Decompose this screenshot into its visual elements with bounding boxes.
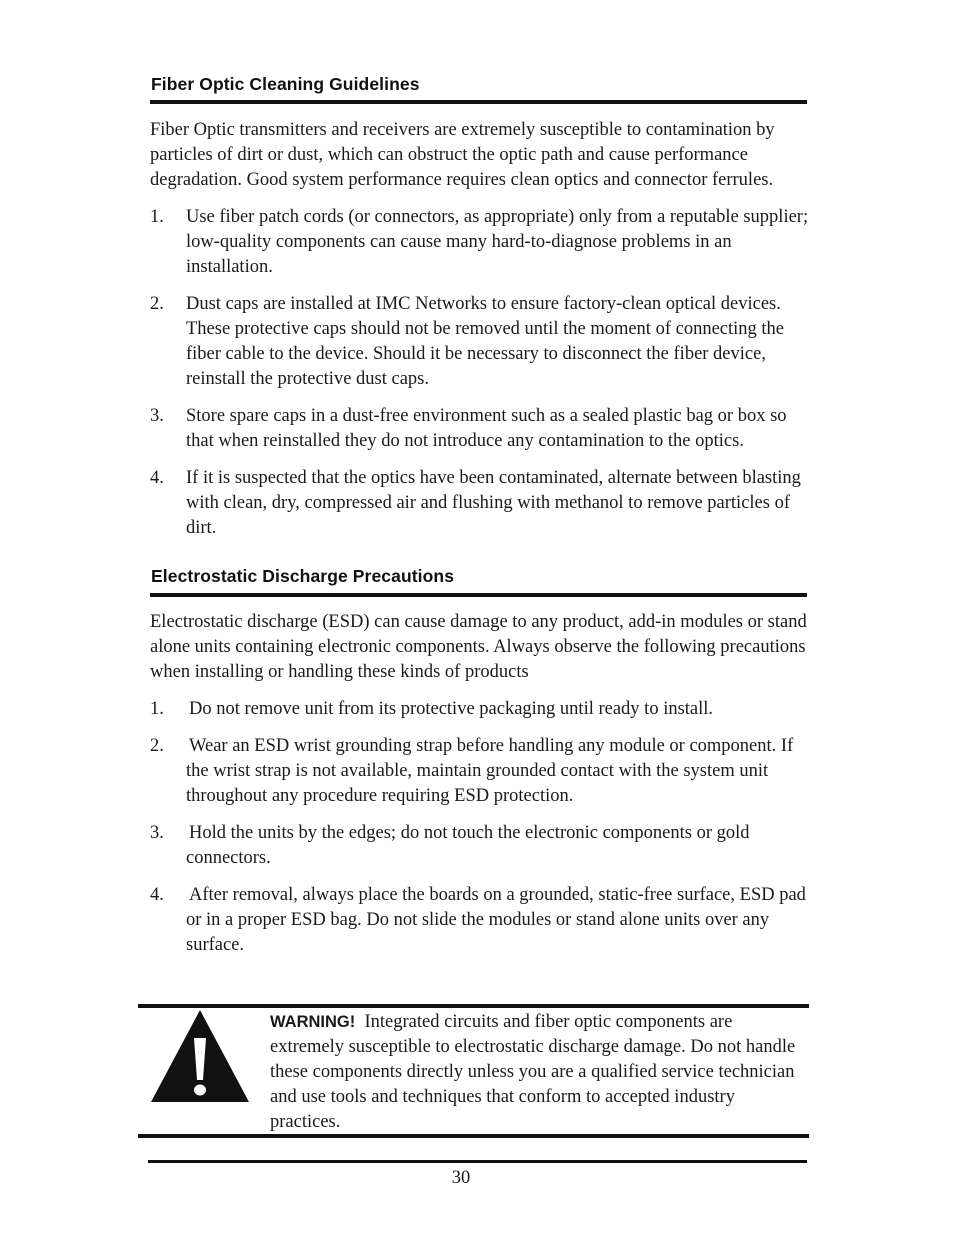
list-item-text: Use fiber patch cords (or connectors, as appropriate) only from a reputable supplier; low-quality components can cause many hard-to-diagnose problems in an installation. xyxy=(186,207,809,277)
section-heading-fiber-optic: Fiber Optic Cleaning Guidelines xyxy=(151,74,420,94)
section-intro-paragraph: Fiber Optic transmitters and receivers are extremely susceptible to contamination by particles of dirt or dust, which can obstruct the optic path and cause performance degradation. Good system performance requires clean optics and connector ferrules. xyxy=(150,120,775,190)
section-heading-esd: Electrostatic Discharge Precautions xyxy=(151,566,455,586)
warning-bottom-rule xyxy=(138,1134,809,1138)
heading-rule xyxy=(150,593,807,597)
warning-triangle-icon xyxy=(150,1008,250,1104)
warning-text: Integrated circuits and fiber optic components are extremely susceptible to electrostatic discharge damage. Do not handle these components directly unless you are a qualified service technician and use tools and techniques that conform to accepted industry practices. xyxy=(270,1012,796,1132)
list-item-number: 4. xyxy=(150,885,164,905)
list-item-number: 3. xyxy=(150,823,164,843)
list-item-number: 1. xyxy=(150,207,164,227)
list-item-text: Wear an ESD wrist grounding strap before handling any module or component. If the wrist strap is not available, maintain grounded contact with the system unit throughout any procedure requiring ESD protection. xyxy=(186,736,794,806)
list-item-number: 2. xyxy=(150,736,164,756)
page-number: 30 xyxy=(451,1168,471,1188)
section-intro-paragraph: Electrostatic discharge (ESD) can cause damage to any product, add-in modules or stand alone units containing electronic components. Always observe the following precautions when installing or handling these kinds of products xyxy=(150,612,807,682)
list-item-text: If it is suspected that the optics have been contaminated, alternate between blasting with clean, dry, compressed air and flushing with methanol to remove particles of dirt. xyxy=(186,468,801,538)
list-item-text: After removal, always place the boards on a grounded, static-free surface, ESD pad or in a proper ESD bag. Do not slide the modules or stand alone units over any surface. xyxy=(186,885,806,955)
list-item-number: 3. xyxy=(150,406,164,426)
list-item-text: Dust caps are installed at IMC Networks to ensure factory-clean optical devices. These protective caps should not be removed until the moment of connecting the fiber cable to the device. Should it be necessary to disconnect the fiber device, reinstall the protective dust caps. xyxy=(186,294,784,389)
list-item-number: 1. xyxy=(150,699,164,719)
list-item-text: Do not remove unit from its protective packaging until ready to install. xyxy=(189,699,714,719)
list-item-number: 4. xyxy=(150,468,164,488)
footer-rule xyxy=(148,1160,807,1163)
warning-message xyxy=(270,1010,800,1135)
list-item-number: 2. xyxy=(150,294,164,314)
list-item-text: Store spare caps in a dust-free environment such as a sealed plastic bag or box so that when reinstalled they do not introduce any contamination to the optics. xyxy=(186,406,787,451)
heading-rule xyxy=(150,100,807,104)
warning-label: WARNING! xyxy=(270,1013,356,1031)
list-item-text: Hold the units by the edges; do not touch the electronic components or gold connectors. xyxy=(186,823,750,868)
